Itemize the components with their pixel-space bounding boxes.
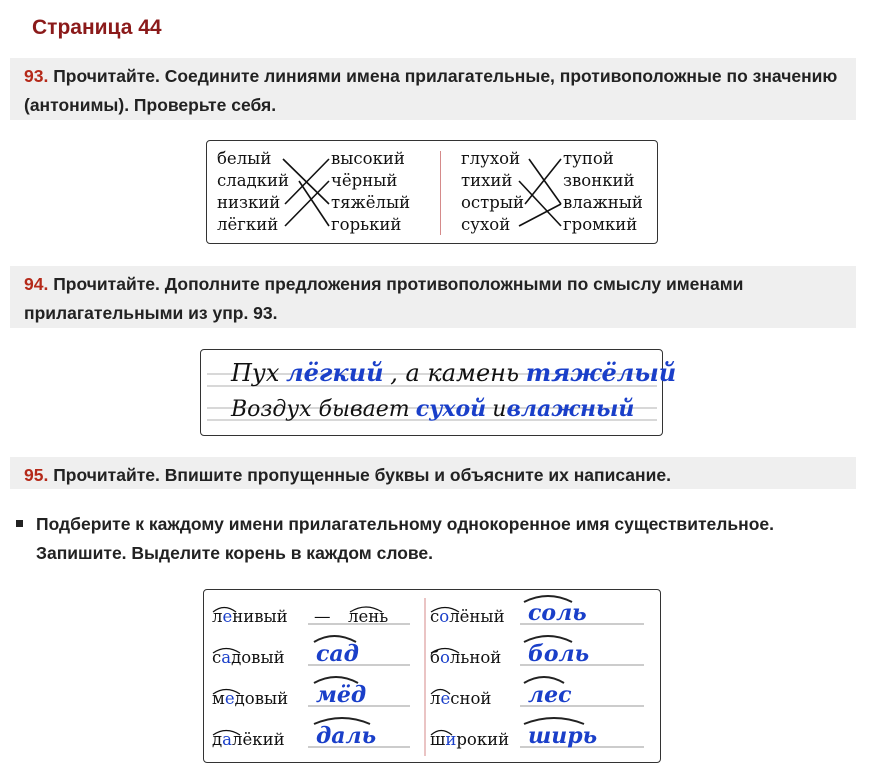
word-left-2: сладкий [217, 171, 290, 190]
noun-answer-right-1: соль [528, 600, 587, 626]
adjective-right-3: лесной [430, 689, 492, 708]
task-93-header [10, 58, 856, 120]
connection-lines [207, 141, 659, 245]
word-right-2: чёрный [331, 171, 398, 190]
task-95-number: 95. [24, 465, 49, 485]
noun-answer-right-2: боль [528, 641, 590, 667]
antonyms-box [206, 140, 658, 244]
adjective-left-3: медовый [212, 689, 289, 708]
word-right-3: тяжёлый [331, 193, 411, 212]
missing-letter: и [445, 730, 457, 749]
task-94-text: Прочитайте. Дополните предложения противоположными по смыслу именами прилагательными из упр. 93. [24, 274, 744, 323]
sentence-2-answer-1: сухой [415, 396, 487, 422]
word-right2-4: громкий [563, 215, 638, 234]
sentence-2 [231, 396, 634, 422]
missing-letter: а [222, 730, 233, 749]
noun-answer-left-3: мёд [316, 682, 367, 708]
sentences-box [200, 349, 677, 436]
task-93-number: 93. [24, 66, 49, 86]
task-95-text: Прочитайте. Впишите пропущенные буквы и объясните их написание. [53, 465, 671, 485]
noun-answer-right-3: лес [528, 682, 572, 708]
noun-answer-left-4: даль [316, 723, 377, 749]
line-suhoi-vlazhnyi [519, 204, 561, 226]
missing-letter: о [439, 648, 450, 667]
word-right2-2: звонкий [563, 171, 635, 190]
sentence-1-answer-1: лёгкий [286, 358, 384, 387]
task-95-header [10, 457, 856, 489]
adjective-left-1: ленивый [212, 607, 288, 626]
page-title: Страница 44 [32, 16, 162, 39]
adjective-right-2: больной [430, 648, 502, 667]
missing-letter: е [224, 689, 235, 708]
task-95-instruction: Подберите к каждому имени прилагательному однокоренное имя существительное. Запишите. Выделите корень в каждом слове. [36, 514, 774, 563]
word-left-1: белый [217, 149, 272, 168]
sentence-2-word-i: и [492, 397, 507, 422]
word-left2-1: глухой [461, 149, 521, 168]
missing-letter: а [221, 648, 232, 667]
sentence-1-word-kamen: , а камень [390, 359, 520, 387]
dash: — [314, 607, 331, 626]
missing-letter: о [439, 607, 450, 626]
sentence-1-word-pukh: Пух [231, 359, 280, 387]
word-left2-3: острый [461, 193, 524, 212]
sentence-2-answer-2: влажный [506, 396, 635, 422]
word-left2-4: сухой [461, 215, 511, 234]
words-box [203, 589, 661, 763]
adjective-left-4: далёкий [212, 730, 285, 749]
task-94-number: 94. [24, 274, 49, 294]
line-sladkii-gorkii [299, 181, 329, 226]
adjective-left-2: садовый [212, 648, 285, 667]
word-right2-3: влажный [563, 193, 643, 212]
noun-answer-right-4: ширь [528, 723, 598, 749]
sentence-1-answer-2: тяжёлый [525, 358, 677, 387]
word-right-1: высокий [331, 149, 405, 168]
word-left2-2: тихий [461, 171, 513, 190]
word-right-4: горький [331, 215, 402, 234]
missing-letter: е [440, 689, 451, 708]
task-94-header [10, 266, 856, 328]
task-93-text: Прочитайте. Соедините линиями имена прилагательные, противоположные по значению (антонимы). Проверьте себя. [24, 66, 838, 115]
sentence-1 [231, 358, 676, 388]
word-left-3: низкий [217, 193, 281, 212]
line-legkii-tyazhelyi [285, 181, 329, 226]
noun-answer-left-1: лень [348, 607, 389, 626]
adjective-right-4: широкий [430, 730, 510, 749]
word-right2-1: тупой [563, 149, 614, 168]
missing-letter: е [222, 607, 233, 626]
bullet-icon [16, 520, 23, 527]
sentence-2-word-vozdukh: Воздух бывает [231, 397, 410, 422]
word-left-4: лёгкий [217, 215, 279, 234]
noun-answer-left-2: сад [316, 641, 359, 667]
adjective-right-1: солёный [430, 607, 505, 626]
